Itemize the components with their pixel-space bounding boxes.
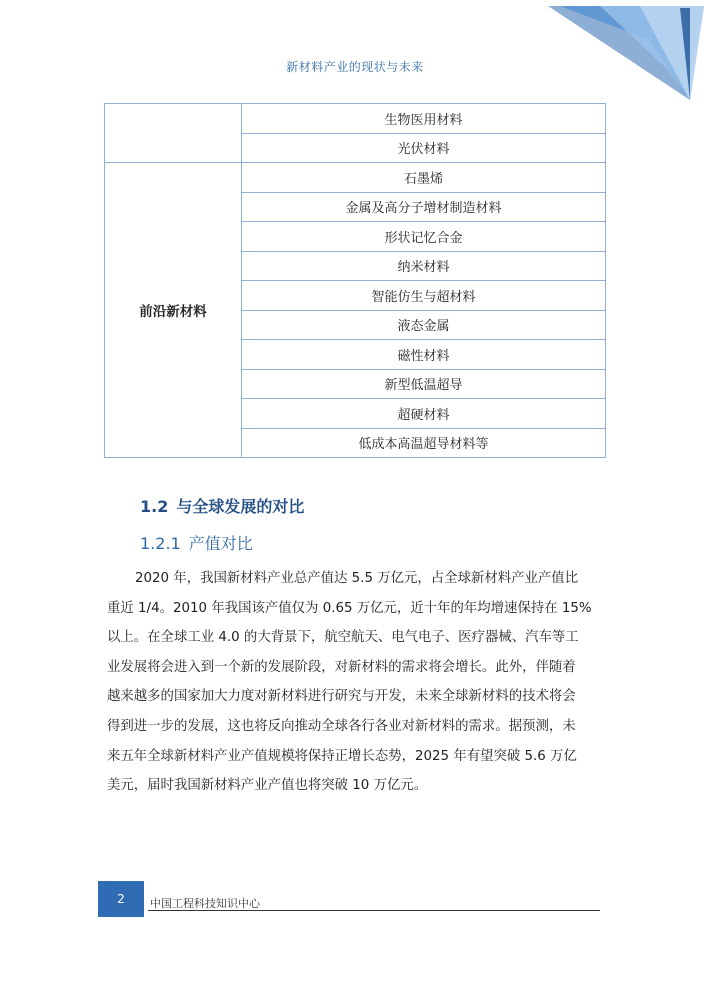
paragraph-line: 美元，届时我国新材料产业产值也将突破 10 万亿元。: [107, 778, 428, 794]
material-cell: 磁性材料: [242, 340, 606, 370]
body-paragraph: [107, 564, 603, 801]
paragraph-line: 越来越多的国家加大力度对新材料进行研究与开发，未来全球新材料的技术将会: [107, 689, 576, 705]
material-cell: 超硬材料: [242, 399, 606, 429]
paragraph-line: 业发展将会进入到一个新的发展阶段，对新材料的需求将会增长。此外，伴随着: [107, 659, 576, 675]
paragraph-line: 重近 1/4。2010 年我国该产值仅为 0.65 万亿元，近十年的年均增速保持在 15%: [107, 600, 592, 616]
section-number: 1.2: [140, 497, 169, 516]
material-cell: 金属及高分子增材制造材料: [242, 192, 606, 222]
section-heading: [140, 494, 304, 517]
category-cell: 前沿新材料: [105, 163, 242, 458]
material-cell: 石墨烯: [242, 163, 606, 193]
material-cell: 形状记忆合金: [242, 222, 606, 252]
material-cell: 智能仿生与超材料: [242, 281, 606, 311]
subsection-number: 1.2.1: [140, 534, 181, 553]
section-title: 与全球发展的对比: [176, 497, 305, 516]
material-cell: 液态金属: [242, 310, 606, 340]
footer-publisher: 中国工程科技知识中心: [150, 897, 260, 910]
page-number-box: [98, 881, 144, 917]
material-cell: 光伏材料: [242, 133, 606, 163]
subsection-title: 产值对比: [188, 534, 253, 553]
page-number: 2: [117, 892, 125, 906]
subsection-heading: [140, 531, 253, 554]
table-row: [105, 104, 606, 134]
material-cell: 低成本高温超导材料等: [242, 428, 606, 458]
paragraph-line: 得到进一步的发展，这也将反向推动全球各行各业对新材料的需求。据预测，未: [107, 718, 576, 734]
material-cell: 生物医用材料: [242, 104, 606, 134]
footer-rule: [148, 910, 600, 911]
paragraph-line: 以上。在全球工业 4.0 的大背景下，航空航天、电气电子、医疗器械、汽车等工: [107, 630, 579, 646]
paragraph-line: 来五年全球新材料产业产值规模将保持正增长态势，2025 年有望突破 5.6 万亿: [107, 748, 577, 764]
materials-table: [104, 103, 606, 458]
table-row: [105, 163, 606, 193]
category-cell: [105, 104, 242, 163]
material-cell: 纳米材料: [242, 251, 606, 281]
running-header: 新材料产业的现状与未来: [286, 60, 424, 74]
paragraph-line: 2020 年，我国新材料产业总产值达 5.5 万亿元，占全球新材料产业产值比: [135, 571, 579, 586]
material-cell: 新型低温超导: [242, 369, 606, 399]
